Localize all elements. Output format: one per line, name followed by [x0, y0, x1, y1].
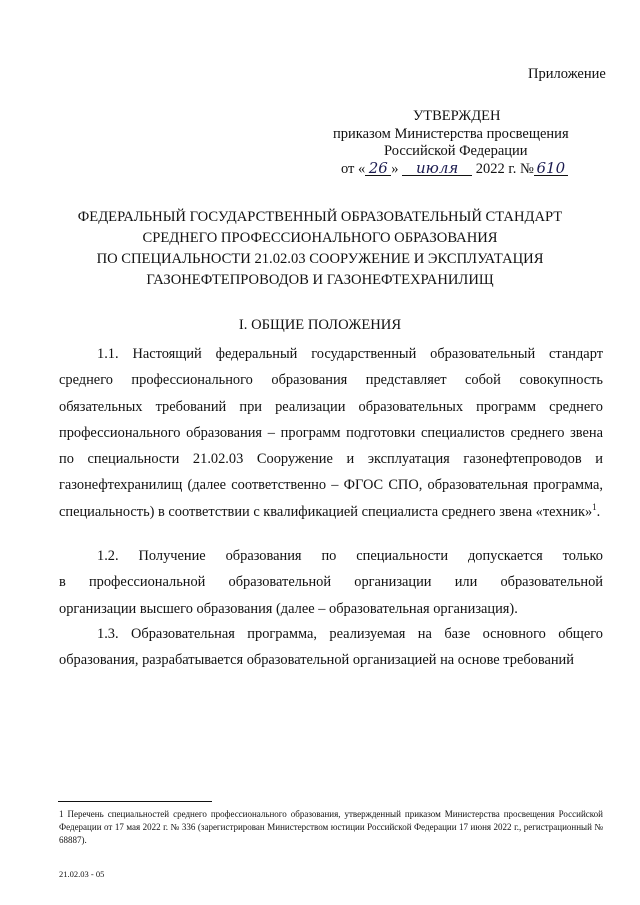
word: профессиональной: [88, 574, 206, 591]
order-date-line: [341, 161, 568, 178]
paragraph-line: [59, 543, 603, 569]
word: в: [59, 574, 66, 591]
order-line: приказом Министерства просвещения: [333, 126, 569, 142]
word: Получение: [138, 548, 206, 564]
paragraph-line: организации высшего образования (далее – образовательная организация).: [59, 600, 518, 617]
word: 1.2.: [97, 548, 119, 564]
date-mid: »: [391, 161, 399, 177]
word: по: [321, 548, 337, 564]
word: образования: [225, 548, 302, 564]
paragraph-end: .: [596, 503, 601, 520]
date-month: июля: [402, 161, 472, 176]
title-line: ФЕДЕРАЛЬНЫЙ ГОСУДАРСТВЕННЫЙ ОБРАЗОВАТЕЛЬНЫЙ СТАНДАРТ: [77, 209, 563, 225]
date-prefix: от «: [341, 161, 366, 177]
date-day: 26: [365, 161, 391, 176]
word: организации: [354, 574, 432, 591]
word: специальности: [356, 548, 449, 564]
paragraph-1-3: 1.3. Образовательная программа, реализуемая на базе основного общего образования, разрабатывается образовательной организацией на основе требований: [59, 626, 603, 669]
document-title: [60, 207, 580, 291]
title-line: ПО СПЕЦИАЛЬНОСТИ 21.02.03 СООРУЖЕНИЕ И ЭКСПЛУАТАЦИЯ: [96, 251, 544, 267]
approved-label: УТВЕРЖДЕН: [413, 108, 501, 124]
word: допускается: [467, 548, 543, 564]
paragraph-line: [59, 569, 603, 595]
paragraph-text: 1.1. Настоящий федеральный государственный образовательный стандарт среднего профессионального образования представляет собой совокупность обязательных требований при реализации образовательных программ среднего профессионального образования – программ подготовки специалистов среднего звена по специальности 21.02.03 Сооружение и эксплуатация газонефтепроводов и газонефтехранилищ (далее соответственно – ФГОС СПО, образовательная программа, специальность) в соответствии с квалификацией специалиста среднего звена «техник»: [59, 346, 603, 520]
paragraph-1-1: [59, 341, 603, 525]
word: образовательной: [500, 574, 603, 591]
footnote-mark: 1: [592, 501, 597, 512]
word: образовательной: [228, 574, 332, 591]
order-number: 610: [534, 161, 568, 176]
federation-line: Российской Федерации: [384, 143, 528, 159]
page-code: 21.02.03 - 05: [59, 869, 105, 879]
section-heading: I. ОБЩИЕ ПОЛОЖЕНИЯ: [238, 317, 402, 333]
title-line: ГАЗОНЕФТЕПРОВОДОВ И ГАЗОНЕФТЕХРАНИЛИЩ: [146, 272, 494, 288]
appendix-label: Приложение: [528, 66, 606, 82]
footnote-divider: [58, 801, 212, 802]
date-year: 2022 г. №: [475, 161, 534, 177]
word: только: [562, 548, 603, 564]
word: или: [454, 574, 478, 591]
title-line: СРЕДНЕГО ПРОФЕССИОНАЛЬНОГО ОБРАЗОВАНИЯ: [142, 230, 498, 246]
paragraph-1-2: [59, 543, 603, 622]
footnote: 1 Перечень специальностей среднего профессионального образования, утвержденный приказом Министерства просвещения Российской Федерации от 17 мая 2022 г. № 336 (зарегистрирован Министерством юстиции Российской Федерации 17 июня 2022 г., регистрационный № 68887).: [59, 809, 603, 845]
